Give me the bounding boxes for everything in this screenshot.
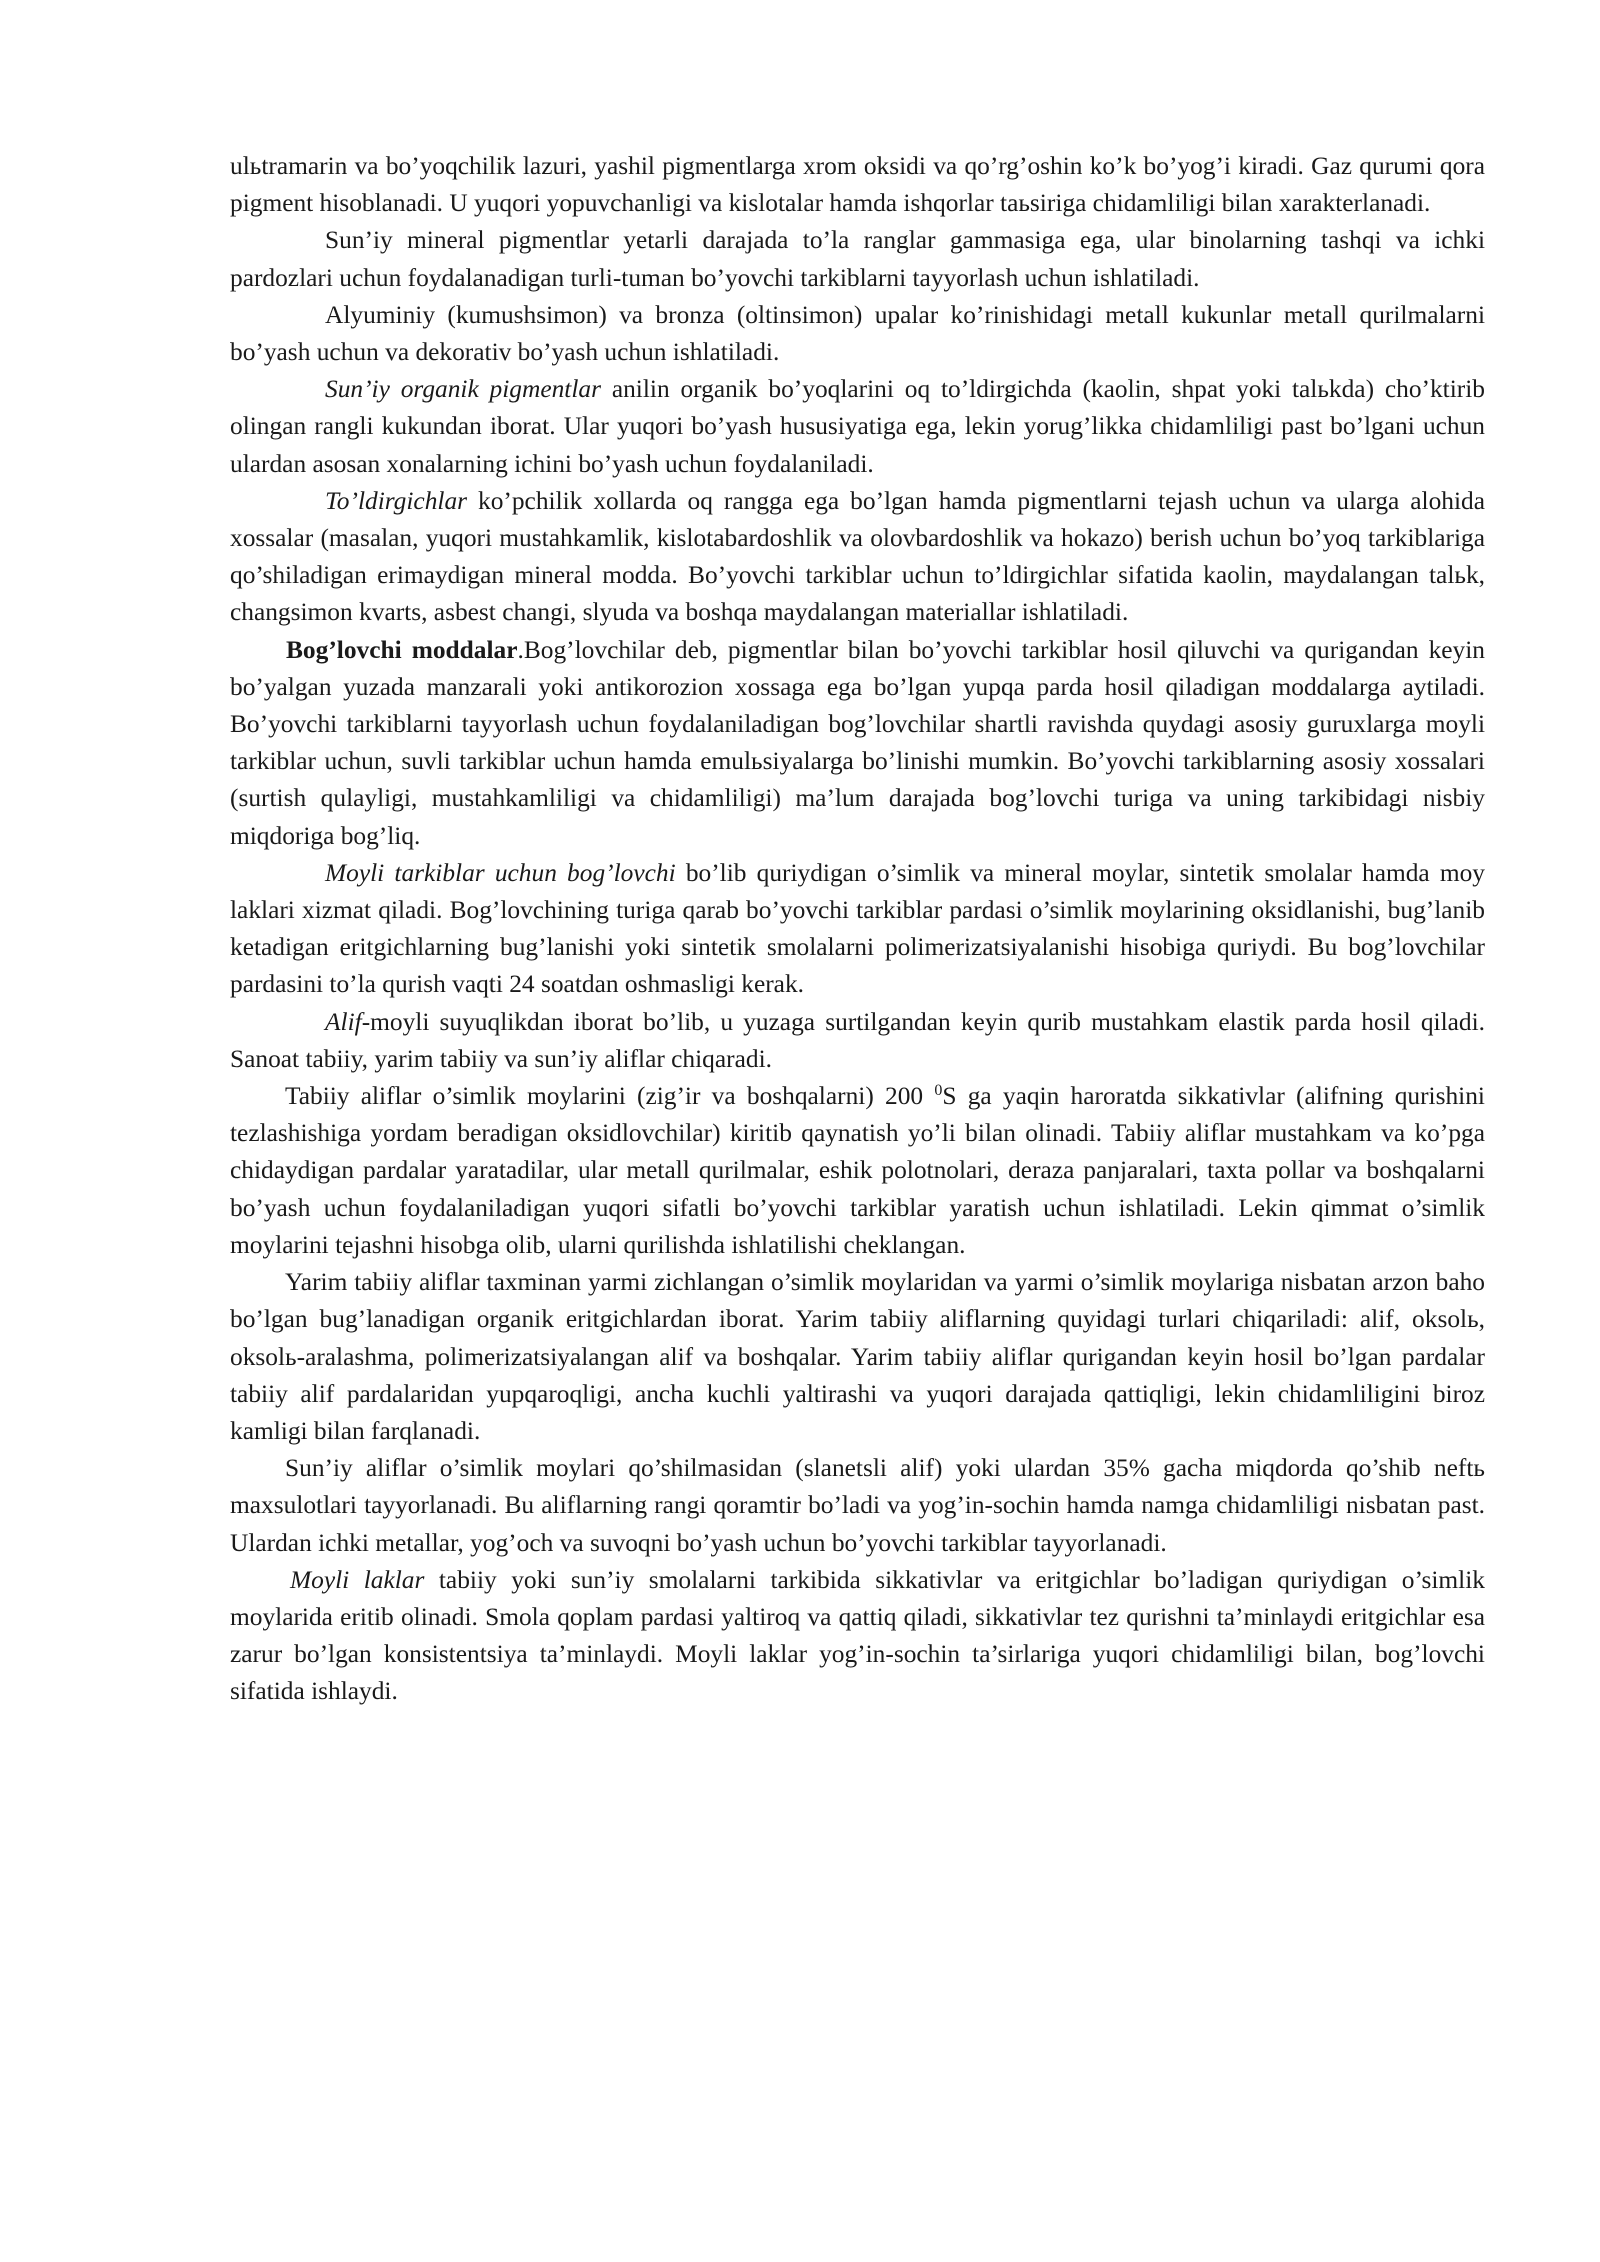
paragraph-text: Tabiiy aliflar o’simlik moylarini (zig’ir va boshqalarni) 200 bbox=[285, 1082, 935, 1111]
paragraph-text: -moyli suyuqlikdan iborat bo’lib, u yuzaga surtilgandan keyin qurib mustahkam elastik parda hosil qiladi. Sanoat tabiiy, yarim tabiiy va sun’iy aliflar chiqaradi. bbox=[230, 1007, 1485, 1073]
degree-superscript: 0 bbox=[934, 1082, 943, 1100]
paragraph-alif bbox=[230, 1004, 1485, 1078]
paragraph-text: anilin organik bo’yoqlarini oq to’ldirgichda (kaolin, shpat yoki talьkda) cho’ktirib olingan rangli kukundan iborat. Ular yuqori bo’yash hususiyatiga ega, lekin yorug’likka chidamliligi past bo’lgani uchun ulardan asosan xonalarning ichini bo’yash uchun foydalaniladi. bbox=[230, 375, 1485, 478]
term-artificial-organic-pigments: Sun’iy organik pigmentlar bbox=[325, 375, 601, 404]
paragraph-text: tabiiy yoki sun’iy smolalarni tarkibida sikkativlar va eritgichlar bo’ladigan quriydigan o’simlik moylarida eritib olinadi. Smola qoplam pardasi yaltiroq va qattiq qiladi, sikkativlar tez qurishni ta’minlaydi eritgichlar esa zarur bo’lgan konsistentsiya ta’minlaydi. Moyli laklar yog’in-sochin ta’sirlariga yuqori chidamliligi bilan, bog’lovchi sifatida ishlaydi. bbox=[230, 1565, 1485, 1706]
term-alif: Alif bbox=[325, 1007, 362, 1036]
paragraph-semi-natural-alif: Yarim tabiiy aliflar taxminan yarmi zichlangan o’simlik moylaridan va yarmi o’simlik moylariga nisbatan arzon baho bo’lgan bug’lanadigan organik eritgichlardan iborat. Yarim tabiiy aliflarning quyidagi turlari chiqariladi: alif, oksolь, oksolь-aralashma, polimerizatsiyalangan alif va boshqalar. Yarim tabiiy aliflar qurigandan keyin hosil bo’lgan pardalar tabiiy alif pardalaridan yupqaroqligi, ancha kuchli yaltirashi va yuqori darajada qattiqligi, lekin chidamliligini biroz kamligi bilan farqlanadi. bbox=[230, 1268, 1485, 1445]
paragraph-pigments-continued: ulьtramarin va bo’yoqchilik lazuri, yashil pigmentlarga xrom oksidi va qo’rg’oshin ko’k bo’yog’i kiradi. Gaz qurumi qora pigment hisoblanadi. U yuqori yopuvchanligi va kislotalar hamda ishqorlar taьsiriga chidamliligi bilan xarakterlanadi. bbox=[230, 152, 1485, 218]
paragraph-artificial-organic-pigments bbox=[230, 371, 1485, 483]
term-fillers: To’ldirgichlar bbox=[325, 486, 468, 515]
term-binders: Bog’lovchi moddalar bbox=[286, 635, 518, 664]
paragraph-natural-alif bbox=[230, 1078, 1485, 1264]
paragraph-oil-binders bbox=[230, 855, 1485, 1004]
paragraph-fillers bbox=[230, 483, 1485, 632]
paragraph-binders bbox=[230, 632, 1485, 855]
paragraph-text: ko’pchilik xollarda oq rangga ega bo’lgan hamda pigmentlarni tejash uchun va ularga alohida xossalar (masalan, yuqori mustahkamlik, kislotabardoshlik va olovbardoshlik va hokazo) berish uchun bo’yoq tarkiblariga qo’shiladigan erimaydigan mineral modda. Bo’yovchi tarkiblar uchun to’ldirgichlar sifatida kaolin, maydalangan talьk, changsimon kvarts, asbest changi, slyuda va boshqa maydalangan materiallar ishlatiladi. bbox=[230, 486, 1485, 627]
paragraph-text: S ga yaqin haroratda sikkativlar (alifning qurishini tezlashishiga yordam beradigan oksidlovchilar) kiritib qaynatish yo’li bilan olinadi. Tabiiy aliflar mustahkam va ko’pga chidaydigan pardalar yaratadilar, ular metall qurilmalar, eshik polotnolari, deraza panjaralari, taxta pollar va boshqalarni bo’yash uchun foydalaniladigan yuqori sifatli bo’yovchi tarkiblar yaratish uchun ishlatiladi. Lekin qimmat o’simlik moylarini tejashni hisobga olib, ularni qurilishda ishlatilishi cheklangan. bbox=[230, 1082, 1485, 1259]
paragraph-text: bo’lib quriydigan o’simlik va mineral moylar, sintetik smolalar hamda moy laklari xizmat qiladi. Bog’lovchining turiga qarab bo’yovchi tarkiblar pardasi o’simlik moylarining oksidlanishi, bug’lanib ketadigan eritgichlarning bug’lanishi yoki sintetik smolalarni polimerizatsiyalanishi hisobiga quriydi. Bu bog’lovchilar pardasini to’la qurish vaqti 24 soatdan oshmasligi kerak. bbox=[230, 858, 1486, 999]
paragraph-artificial-alif: Sun’iy aliflar o’simlik moylari qo’shilmasidan (slanetsli alif) yoki ulardan 35% gacha miqdorda qo’shib neftь maxsulotlari tayyorlanadi. Bu aliflarning rangi qoramtir bo’ladi va yog’in-sochin hamda namga chidamliligi nisbatan past. Ulardan ichki metallar, yog’och va suvoqni bo’yash uchun bo’yovchi tarkiblar tayyorlanadi. bbox=[230, 1454, 1485, 1557]
document-page bbox=[230, 148, 1485, 1711]
paragraph-metal-powders: Alyuminiy (kumushsimon) va bronza (oltinsimon) upalar ko’rinishidagi metall kukunlar metall qurilmalarni bo’yash uchun va dekorativ bo’yash uchun ishlatiladi. bbox=[230, 300, 1485, 367]
paragraph-text: .Bog’lovchilar deb, pigmentlar bilan bo’yovchi tarkiblar hosil qiluvchi va qurigandan keyin bo’yalgan yuzada manzarali yoki antikorozion xossaga ega bo’lgan yupqa parda hosil qiladigan moddalarga aytiladi. Bo’yovchi tarkiblarni tayyorlash uchun foydalaniladigan bog’lovchilar shartli ravishda quydagi asosiy guruxlarga moyli tarkiblar uchun, suvli tarkiblar uchun hamda emulьsiyalarga bo’linishi mumkin. Bo’yovchi tarkiblarning asosiy xossalari (surtish qulayligi, mustahkamliligi va chidamliligi) ma’lum darajada bog’lovchi turiga va uning tarkibidagi nisbiy miqdoriga bog’liq. bbox=[230, 635, 1485, 850]
term-oil-binders: Moyli tarkiblar uchun bog’lovchi bbox=[325, 858, 676, 887]
term-oil-lacquers: Moyli laklar bbox=[290, 1565, 425, 1594]
paragraph-oil-lacquers bbox=[230, 1562, 1485, 1711]
paragraph-artificial-mineral-pigments: Sun’iy mineral pigmentlar yetarli darajada to’la ranglar gammasiga ega, ular binolarning tashqi va ichki pardozlari uchun foydalanadigan turli-tuman bo’yovchi tarkiblarni tayyorlash uchun ishlatiladi. bbox=[230, 226, 1485, 292]
